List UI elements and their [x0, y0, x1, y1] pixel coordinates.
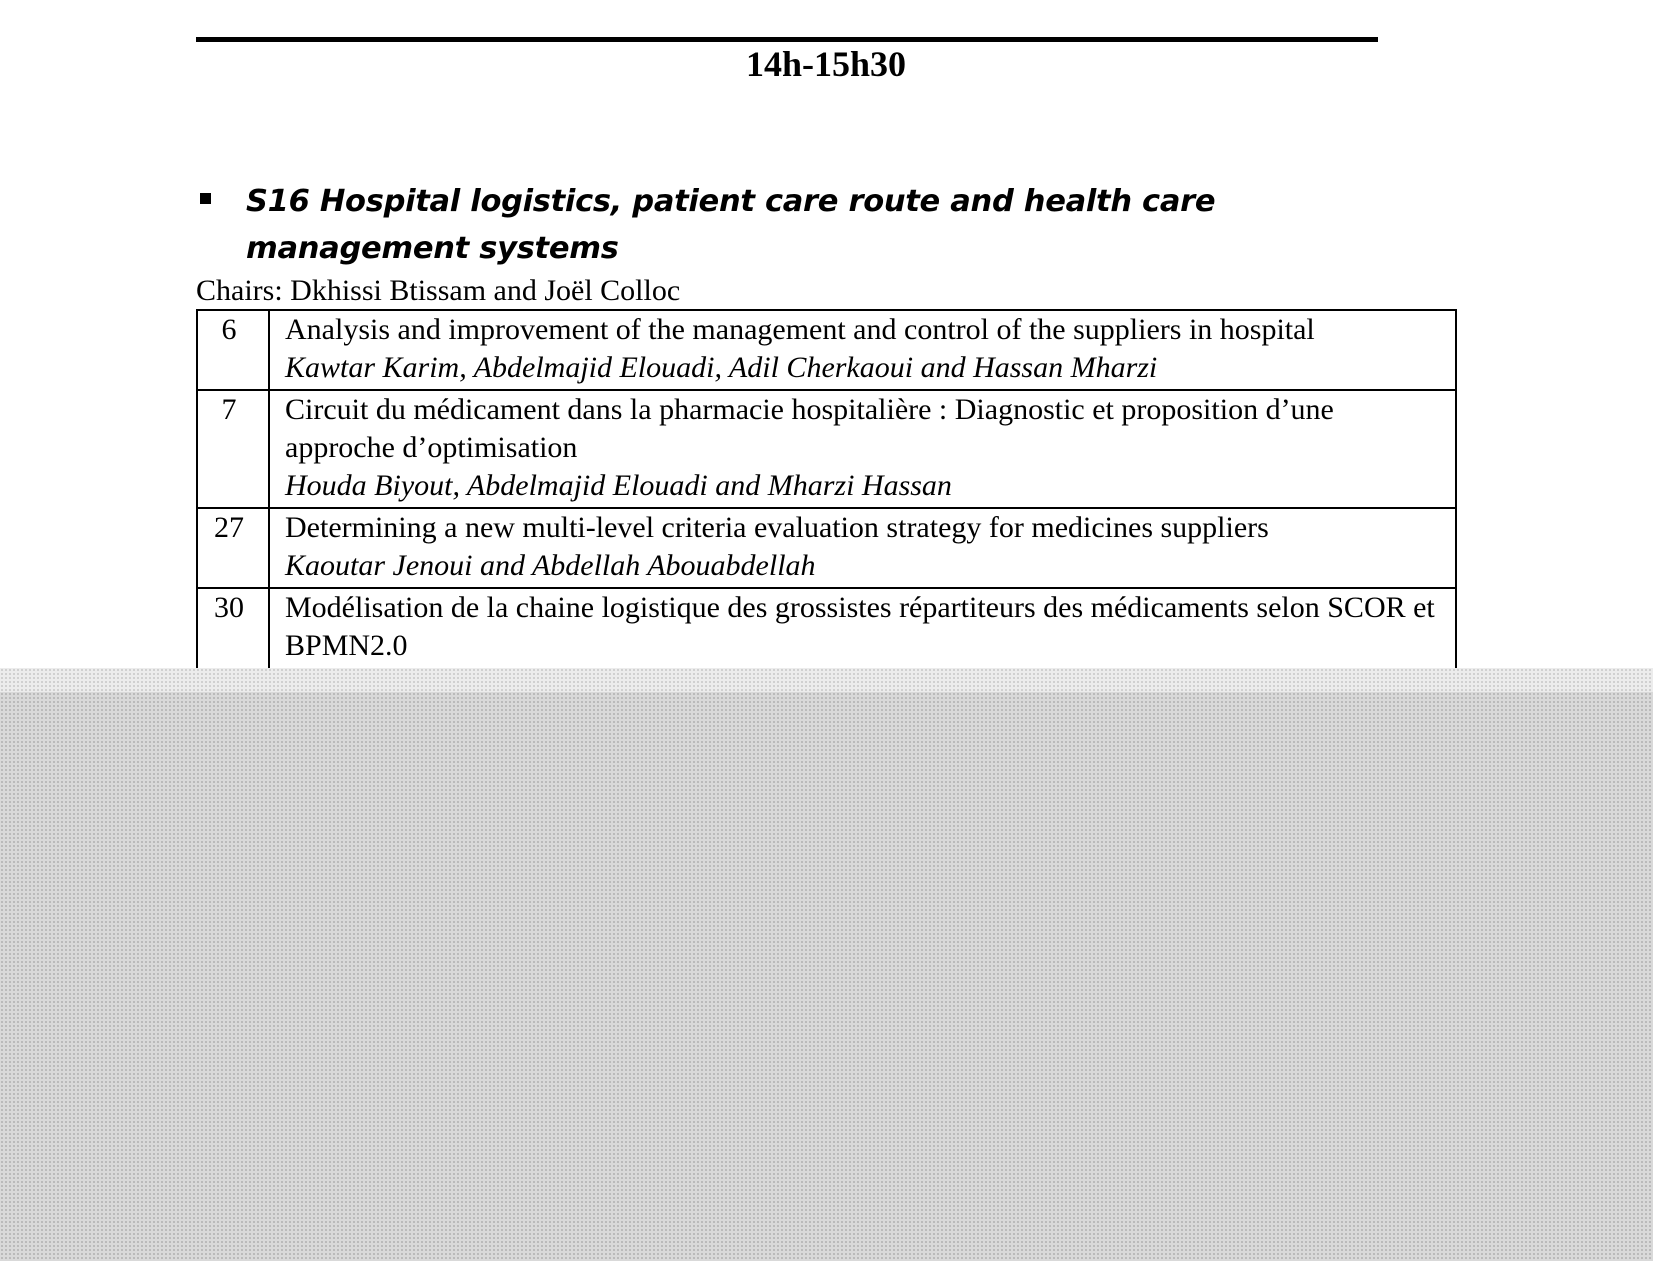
- paper-cell: [269, 310, 1456, 390]
- papers-table: [196, 309, 1457, 707]
- paper-id: 6: [197, 310, 269, 390]
- redaction-overlay-edge: [0, 668, 1653, 692]
- paper-title: Determining a new multi-level criteria evaluation strategy for medicines suppliers: [285, 511, 1269, 544]
- paper-cell: [269, 508, 1456, 588]
- table-row: [197, 310, 1456, 390]
- paper-title: Analysis and improvement of the management and control of the suppliers in hospital: [285, 313, 1315, 346]
- redaction-overlay: [0, 668, 1653, 1261]
- paper-id: 30: [197, 588, 269, 706]
- table-row: [197, 390, 1456, 508]
- paper-id: 7: [197, 390, 269, 508]
- paper-title: Modélisation de la chaine logistique des grossistes répartiteurs des médicaments selon SCOR et BPMN2.0: [285, 591, 1435, 662]
- session-chairs: Chairs: Dkhissi Btissam and Joël Colloc: [196, 274, 681, 307]
- paper-authors: Kaoutar Jenoui and Abdellah Abouabdellah: [285, 549, 816, 582]
- paper-title: Circuit du médicament dans la pharmacie hospitalière : Diagnostic et proposition d’une approche d’optimisation: [285, 393, 1334, 464]
- table-row: [197, 508, 1456, 588]
- time-slot-heading: 14h-15h30: [745, 44, 907, 84]
- paper-cell: [269, 390, 1456, 508]
- paper-id: 27: [197, 508, 269, 588]
- square-bullet-icon: [200, 193, 211, 204]
- session-title: S16 Hospital logistics, patient care route and health care management systems: [246, 184, 1216, 266]
- paper-authors: Houda Biyout, Abdelmajid Elouadi and Mharzi Hassan: [285, 469, 952, 502]
- paper-authors: Kawtar Karim, Abdelmajid Elouadi, Adil Cherkaoui and Hassan Mharzi: [285, 351, 1158, 384]
